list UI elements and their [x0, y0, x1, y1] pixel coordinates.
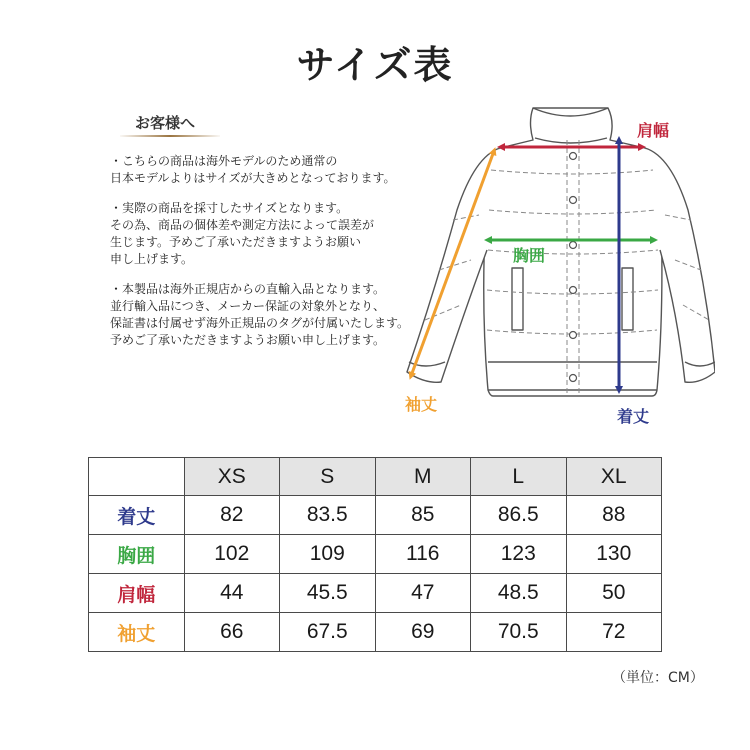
table-cell: 116: [375, 535, 471, 574]
notice-line: ・本製品は海外正規店からの直輸入品となります。: [110, 282, 386, 296]
sleeve-label: 袖丈: [405, 395, 438, 414]
table-cell: 88: [566, 496, 662, 535]
table-corner: [89, 458, 185, 496]
table-cell: 45.5: [280, 574, 376, 613]
row-label-length: 着丈: [89, 496, 185, 535]
page-title: サイズ表: [296, 43, 454, 87]
table-cell: 83.5: [280, 496, 376, 535]
table-cell: 48.5: [471, 574, 567, 613]
table-cell: 67.5: [280, 613, 376, 652]
row-label-chest: 胸囲: [89, 535, 185, 574]
table-cell: 130: [566, 535, 662, 574]
table-cell: 85: [375, 496, 471, 535]
shoulder-label: 肩幅: [637, 121, 670, 140]
table-cell: 66: [184, 613, 280, 652]
jacket-outline: [407, 108, 715, 396]
size-table: [88, 457, 662, 652]
notice-line: 予めご了承いただきますようお願い申し上げます。: [110, 333, 386, 347]
table-cell: 70.5: [471, 613, 567, 652]
table-cell: 86.5: [471, 496, 567, 535]
notice-line: 並行輸入品につき、メーカー保証の対象外となり、: [110, 299, 386, 313]
notice-heading: お客様へ: [135, 114, 196, 132]
notice-line: 生じます。予めご了承いただきますようお願い: [110, 235, 362, 249]
notice-paragraph: [110, 200, 400, 268]
table-cell: 47: [375, 574, 471, 613]
notice-text: [110, 153, 410, 362]
notice-line: 日本モデルよりはサイズが大きめとなっております。: [110, 171, 396, 185]
size-header: XL: [566, 458, 662, 496]
notice-line: 保証書は付属せず海外正規品のタグが付属いたします。: [110, 316, 410, 330]
jacket-diagram: [395, 100, 715, 430]
size-header: L: [471, 458, 567, 496]
chest-label: 胸囲: [513, 246, 546, 265]
table-cell: 72: [566, 613, 662, 652]
size-header: XS: [184, 458, 280, 496]
table-cell: 44: [184, 574, 280, 613]
table-row: [89, 574, 662, 613]
table-cell: 123: [471, 535, 567, 574]
table-row: [89, 535, 662, 574]
table-cell: 102: [184, 535, 280, 574]
notice-line: ・実際の商品を採寸したサイズとなります。: [110, 201, 349, 215]
size-header: S: [280, 458, 376, 496]
length-label: 着丈: [617, 407, 650, 426]
row-label-sleeve: 袖丈: [89, 613, 185, 652]
table-cell: 50: [566, 574, 662, 613]
notice-paragraph: [110, 281, 410, 349]
table-cell: 69: [375, 613, 471, 652]
table-row: [89, 613, 662, 652]
table-row: [89, 496, 662, 535]
notice-underline: [120, 135, 220, 137]
notice-line: 申し上げます。: [110, 252, 194, 266]
unit-note: （単位：CM）: [612, 670, 704, 686]
table-cell: 109: [280, 535, 376, 574]
size-header: M: [375, 458, 471, 496]
row-label-shoulder: 肩幅: [89, 574, 185, 613]
notice-line: ・こちらの商品は海外モデルのため通常の: [110, 154, 338, 168]
table-cell: 82: [184, 496, 280, 535]
size-header-row: [89, 458, 662, 496]
notice-line: その為、商品の個体差や測定方法によって誤差が: [110, 218, 375, 232]
jacket-illustration: [395, 100, 715, 430]
notice-paragraph: [110, 153, 400, 187]
